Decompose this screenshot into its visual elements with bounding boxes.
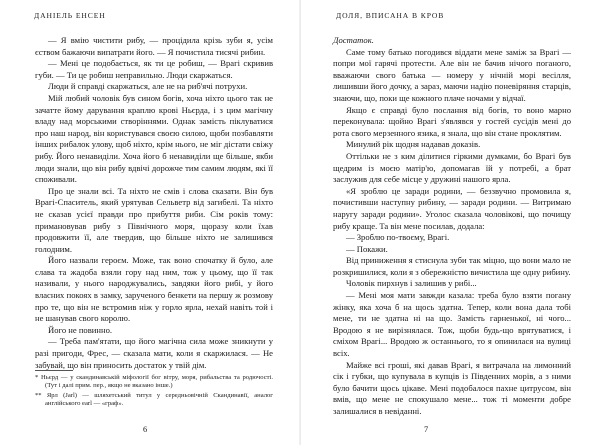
paragraph: — Мені це подобається, як ти це робиш, — Врагі скривив губи. — Ти це робиш неправильно. Люди скаржаться. <box>35 58 273 80</box>
paragraph: Про це знали всі. Та ніхто не смів і слова сказати. Він був Врагі-Спаситель, який урятував Сельветр від загибелі. Та ніхто не сказав усієї правди про прибуття риби. Сім років тому: примановував рибу з Північного моря, щоразу коли їхав продовжити її, але твердив, що більше ніхто не залишився голодним. <box>35 185 273 254</box>
paragraph: — Треба пам'ятати, що його магічна сила може зникнути у разі пригоди, Фрес, — сказала мати, коли я скаржилася. — Не забувай, що він приносить достаток у твій дім. <box>35 336 273 370</box>
paragraph: — Мені моя мати завжди казала: треба було взяти погану жінку, яка хоча б на щось здатна. Тепер, коли вона дала тобі мене, ти не здатна ні на що. Замість гарненької, ні чого... Вродою я не вирізнялася. Тож, щоби будь-що врятуватися, і сміхом Врагі... Вродою ж останнього, то я опинилася на вулиці всіх. <box>333 290 571 359</box>
footnote: * Ньєрд — у скандинавській міфології бог вітру, моря, рибальства та родючості. (Тут і далі прим. пер., якщо не вказано інше.) <box>35 374 273 390</box>
paragraph: Люди й справді скаржаться, але не на риб'ячі потрухи. <box>48 81 248 92</box>
paragraph: — Зроблю по-твоєму, Врагі. <box>346 232 450 243</box>
right-body-text <box>333 35 571 418</box>
paragraph: Минулий рік щодня надавав доказів. <box>346 139 481 150</box>
paragraph: Його назвали героєм. Може, так воно спочатку й було, але слава та жадоба взяли гору над ним, тож у цьому, що її так називали, у нього народжувались, завдяки його рибі, у його власних покоях в замку, зарученого бенкети на першу ж розмову про те, що він не встромив ніж у горло ярла, нехай навіть той і не шанував свого королю. <box>35 255 273 324</box>
paragraph: Мій любий чоловік був сином богів, хоча ніхто цього так не зачатте йому дарування краплю крові Ньєрда, і з цим магічну владу над морськими створіннями. Однак замість піклуватися про наш народ, він користувався своєю силою, щоби позбавляти інших рибалок улову, щоб ніхто, крім нього, не міг дістати свіжу рибу. Його ненавиділи. Хоча його б ненавиділи ще більше, якби люди знали, що він рибу вдвічі дорожче тим самим людям, які її споживали. <box>35 92 273 185</box>
paragraph: Оттільки не з ким ділитися гіркими думками, бо Врагі був щедрим із моєю матір'ю, допомагав їй у потребі, а брат заслужив для себе місце у дружині нашого ярла. <box>333 150 571 185</box>
page-number: 6 <box>143 425 148 434</box>
paragraph: Достаток. <box>333 35 374 45</box>
paragraph: Якщо є справді було послання від богів, то воно марно переконувала: щойно Врагі з'являвся у гостей сусідів мені до рота свого мерзенного язика, я знала, що він стане проклятим. <box>333 104 571 138</box>
page-number: 7 <box>424 425 429 434</box>
footnotes <box>35 374 273 410</box>
left-body-text <box>35 35 273 371</box>
right-page <box>300 0 600 445</box>
paragraph: — Покажи. <box>346 243 388 254</box>
paragraph: Його не повинно. <box>48 324 113 335</box>
paragraph: «Я зроблю це заради родини, — беззвучно промовила я, почистивши наступну рибину, — заради родини. — Витримаю наругу заради родини». Уголос сказала чоловікові, що почищу рибу краще. Та він мене посилав, додала: <box>333 185 571 231</box>
running-header-title: ДОЛЯ, ВПИСАНА В КРОВ <box>336 11 445 20</box>
paragraph: Чоловік пирхнув і залишив у рибі... <box>346 278 477 289</box>
paragraph: Від приниження я стиснула зуби так міцно, що вони мало не розкришилися, коли я з обережністю вичистила ще одну рибину. <box>333 255 571 277</box>
footnote: ** Ярл (Jarl) — шляхетський титул у середньовічній Скандинавії, аналог англійського earl — «граф». <box>35 391 273 408</box>
paragraph: — Я вмію чистити рибу, — процідила крізь зуби я, усім єством бажаючи випатрати його. — Я почистила тисячі рибин. <box>35 35 273 57</box>
running-header-author: ДАНІЕЛЬ ЕНСЕН <box>34 11 106 20</box>
paragraph: Саме тому батько погодився віддати мене заміж за Врагі — попри мої гарячі протести. Але він не бачив нічого поганого, вважаючи свого батька — номеру у нічній морі весілля, лишивши його дочку, а зараз, маючи надію поневіряння старців, знаючи, що, поки ще кожного плаче ночами у відчаї. <box>333 46 571 103</box>
footnote-rule <box>35 370 73 371</box>
paragraph: Майже всі гроші, які давав Врагі, я витрачала на лимонний сік і губки, що купувала в купців із Південних морів, а з ними було бачити щось цікаве. Мені подобалося пахне цитрусом, він вмів, що мене не спокушало мене... тож ті моменти добре залишалися в невіданні. <box>333 359 571 416</box>
